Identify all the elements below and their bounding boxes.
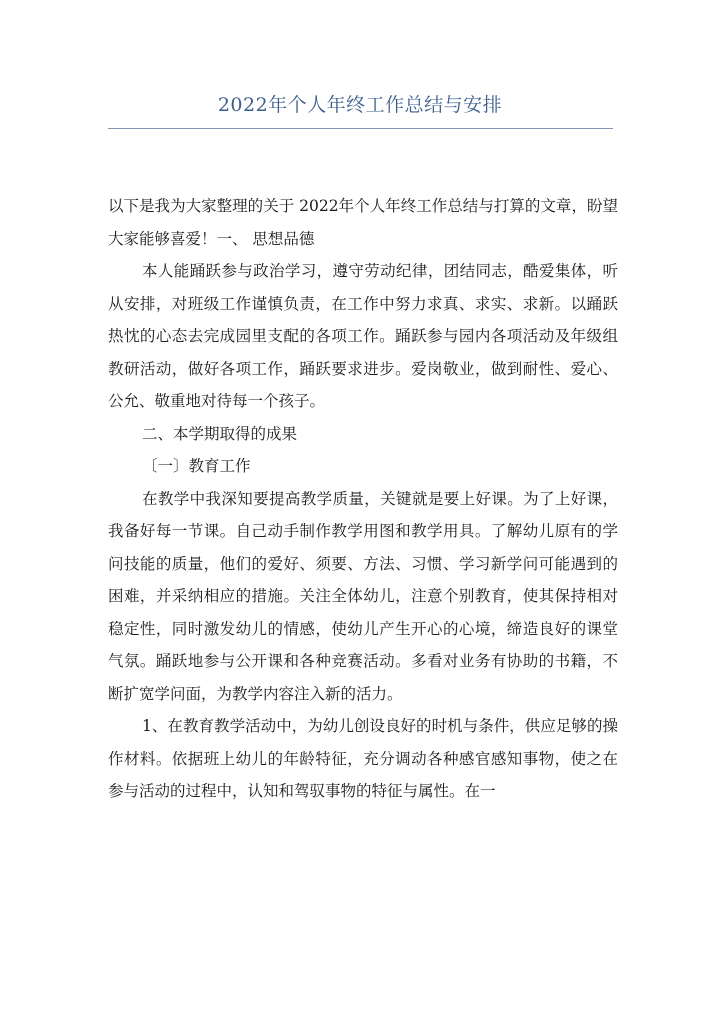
- paragraph-ideology: 本人能踊跃参与政治学习，遵守劳动纪律，团结同志，酷爱集体，听从安排，对班级工作谨慎负责，在工作中努力求真、求实、求新。以踊跃热忱的心态去完成园里支配的各项工作。踊跃参与园内各项活动及年级组教研活动，做好各项工作，踊跃要求进步。爱岗敬业，做到耐性、爱心、公允、敬重地对待每一个孩子。: [108, 262, 618, 410]
- paragraph-teaching: 在教学中我深知要提高教学质量，关键就是要上好课。为了上好课，我备好每一节课。自己动手制作教学用图和教学用具。了解幼儿原有的学问技能的质量，他们的爱好、须要、方法、习惯、学习新学问可能遇到的困难，并采纳相应的措施。关注全体幼儿，注意个别教育，使其保持相对稳定性，同时激发幼儿的情感，使幼儿产生开心的心境，缔造良好的课堂气氛。踊跃地参与公开课和各种竞赛活动。多看对业务有协助的书籍，不断扩宽学问面，为教学内容注入新的活力。: [108, 489, 618, 703]
- subsection-heading-education: 〔一〕教育工作: [142, 457, 251, 475]
- intro-paragraph: 以下是我为大家整理的关于 2022年个人年终工作总结与打算的文章，盼望大家能够喜爱！一、 思想品德: [108, 197, 618, 248]
- section-heading-achievements: 二、本学期取得的成果: [142, 424, 298, 443]
- document-title: 2022年个人年终工作总结与安排: [217, 94, 503, 116]
- document-body: [108, 190, 618, 808]
- title-divider: [108, 128, 613, 129]
- paragraph-item-1: 1、在教育教学活动中，为幼儿创设良好的时机与条件，供应足够的操作材料。依据班上幼儿的年龄特征，充分调动各种感官感知事物，使之在参与活动的过程中，认知和驾驭事物的特征与属性。在一: [108, 717, 618, 800]
